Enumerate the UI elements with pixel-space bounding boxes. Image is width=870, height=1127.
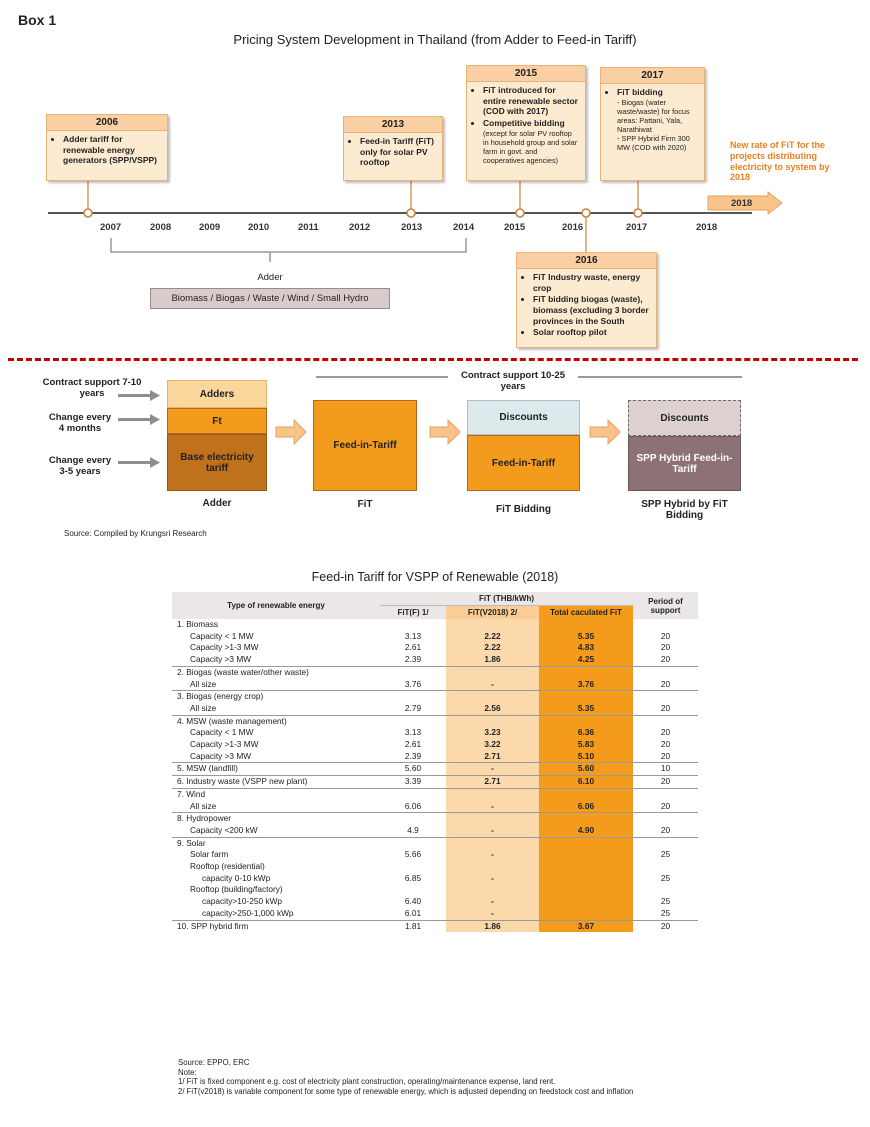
cell-fit-v: 3.22 bbox=[446, 739, 539, 751]
row-label: Capacity < 1 MW bbox=[172, 727, 380, 739]
cell-period bbox=[633, 861, 698, 873]
cell-period: 20 bbox=[660, 654, 671, 665]
cell-fit-v bbox=[446, 666, 539, 678]
discounts-block: Discounts bbox=[467, 400, 580, 435]
table-row bbox=[172, 776, 698, 789]
year-tick: 2017 bbox=[626, 222, 648, 233]
column-header-type: Type of renewable energy bbox=[172, 592, 380, 619]
cell-total bbox=[539, 896, 633, 908]
fit-bidding-block: Feed-in-Tariff bbox=[467, 435, 580, 491]
cell-total: 5.35 bbox=[539, 631, 633, 643]
year-tick: 2014 bbox=[453, 222, 475, 233]
cell-fit-v bbox=[446, 619, 539, 631]
cell-fit-f: 5.60 bbox=[380, 763, 446, 776]
cell-total bbox=[539, 849, 633, 861]
column-header-fit: FiT (THB/kWh) bbox=[380, 592, 633, 606]
cell-total bbox=[539, 873, 633, 885]
table-row bbox=[172, 666, 698, 678]
cell-fit-v: 1.86 bbox=[446, 920, 539, 932]
cell-fit-f bbox=[380, 861, 446, 873]
change-3-5-years-label: Change every 3-5 years bbox=[48, 455, 112, 478]
year-tick: 2015 bbox=[504, 222, 526, 233]
cell-period: 20 bbox=[660, 824, 671, 835]
row-label: 9. Solar bbox=[172, 837, 380, 849]
cell-total bbox=[539, 884, 633, 896]
cell-fit-v: - bbox=[446, 908, 539, 920]
cell-period bbox=[633, 788, 698, 800]
cell-fit-f: 3.39 bbox=[380, 776, 446, 789]
cell-period: 20 bbox=[660, 702, 671, 713]
cell-period bbox=[633, 691, 698, 703]
change-4-months-label: Change every 4 months bbox=[48, 412, 112, 435]
cell-fit-f bbox=[380, 837, 446, 849]
cell-period: 20 bbox=[660, 642, 671, 653]
row-label: Capacity >3 MW bbox=[172, 654, 380, 666]
marker-2006 bbox=[84, 209, 92, 217]
cell-period bbox=[633, 619, 698, 631]
row-label: Rooftop (building/factory) bbox=[172, 884, 380, 896]
table-row bbox=[172, 631, 698, 643]
cell-total: 5.60 bbox=[539, 763, 633, 776]
cell-period: 20 bbox=[660, 750, 671, 761]
cell-period: 25 bbox=[660, 896, 671, 907]
cell-fit-f bbox=[380, 666, 446, 678]
cell-fit-f: 2.79 bbox=[404, 702, 422, 713]
cell-fit-v: 2.71 bbox=[446, 776, 539, 789]
cell-fit-v: - bbox=[446, 849, 539, 861]
cell-fit-v: - bbox=[446, 825, 539, 837]
year-tick: 2013 bbox=[401, 222, 423, 233]
column-header-period: Period of support bbox=[633, 592, 698, 619]
cell-total: 4.25 bbox=[539, 654, 633, 666]
event-year: 2016 bbox=[517, 253, 656, 269]
row-label: 4. MSW (waste management) bbox=[172, 715, 380, 727]
cell-fit-v bbox=[446, 715, 539, 727]
cell-fit-v bbox=[446, 691, 539, 703]
year-tick: 2009 bbox=[199, 222, 221, 233]
cell-fit-f: 2.39 bbox=[404, 750, 422, 761]
event-subitem: - SPP Hybrid Firm 300 MW (COD with 2020) bbox=[617, 134, 690, 153]
event-item: • Adder tariff for renewable energy generators (SPP/VSPP) bbox=[63, 134, 161, 166]
table-row bbox=[172, 884, 698, 896]
row-label: 7. Wind bbox=[172, 788, 380, 800]
year-tick: 2010 bbox=[248, 222, 270, 233]
event-subitem: - Biogas (water waste/waste) for focus areas: Pattani, Yala, Narathiwat bbox=[617, 97, 690, 134]
table-row bbox=[172, 739, 698, 751]
section-divider bbox=[8, 358, 858, 361]
row-label: All size bbox=[172, 679, 380, 691]
spp-hybrid-caption: SPP Hybrid by FiT Bidding bbox=[641, 499, 728, 521]
row-label: 2. Biogas (waste water/other waste) bbox=[172, 666, 380, 678]
table-row bbox=[172, 619, 698, 631]
cell-fit-f: 6.40 bbox=[404, 896, 422, 907]
marker-2016 bbox=[582, 209, 590, 217]
table-row bbox=[172, 715, 698, 727]
cell-period: 10 bbox=[633, 763, 698, 776]
year-tick: 2007 bbox=[100, 222, 122, 233]
row-label: Capacity < 1 MW bbox=[172, 631, 380, 643]
cell-total: 6.10 bbox=[539, 776, 633, 789]
marker-2017 bbox=[634, 209, 642, 217]
cell-fit-f: 3.13 bbox=[404, 727, 422, 738]
table-row bbox=[172, 703, 698, 715]
cell-fit-f: 4.9 bbox=[407, 824, 419, 835]
cell-fit-v: - bbox=[446, 801, 539, 813]
cell-fit-f bbox=[380, 788, 446, 800]
cell-period: 25 bbox=[660, 872, 671, 883]
contract-support-label: Contract support 7-10 years bbox=[42, 377, 142, 400]
cell-total bbox=[539, 666, 633, 678]
cell-total bbox=[539, 908, 633, 920]
cell-fit-v bbox=[446, 813, 539, 825]
column-header-fit-f: FiT(F) 1/ bbox=[380, 606, 446, 620]
table-row bbox=[172, 873, 698, 885]
cell-period: 25 bbox=[660, 907, 671, 918]
cell-total: 4.83 bbox=[539, 642, 633, 654]
cell-period: 20 bbox=[633, 920, 698, 932]
year-tick: 2011 bbox=[298, 222, 319, 233]
cell-period: 20 bbox=[633, 776, 698, 789]
row-label: 1. Biomass bbox=[172, 619, 380, 631]
cell-fit-v bbox=[446, 788, 539, 800]
cell-fit-f bbox=[380, 884, 446, 896]
row-label: Capacity >1-3 MW bbox=[172, 739, 380, 751]
event-2013 bbox=[343, 116, 443, 181]
fit-block: Feed-in-Tariff bbox=[313, 400, 417, 491]
event-item: • FiT introduced for entire renewable sector (COD with 2017) bbox=[483, 85, 579, 117]
arrow-year-label: 2018 bbox=[731, 198, 753, 209]
event-item: • FiT Industry waste, energy crop bbox=[533, 272, 650, 293]
cell-fit-v: - bbox=[446, 873, 539, 885]
table-row bbox=[172, 896, 698, 908]
event-year: 2015 bbox=[467, 66, 585, 82]
base-tariff-block: Base electricity tariff bbox=[167, 434, 267, 491]
cell-period: 20 bbox=[660, 739, 671, 750]
event-item: • Solar rooftop pilot bbox=[533, 327, 650, 338]
cell-fit-f: 1.81 bbox=[380, 920, 446, 932]
cell-total bbox=[539, 619, 633, 631]
cell-period: 20 bbox=[660, 800, 671, 811]
cell-fit-v: 2.56 bbox=[446, 703, 539, 715]
table-row bbox=[172, 861, 698, 873]
row-label: Capacity <200 kW bbox=[172, 825, 380, 837]
cell-total bbox=[539, 813, 633, 825]
row-label: All size bbox=[172, 801, 380, 813]
column-header-total: Total caculated FiT bbox=[539, 606, 633, 620]
cell-total: 5.10 bbox=[539, 751, 633, 763]
cell-fit-f bbox=[380, 813, 446, 825]
row-label: 6. Industry waste (VSPP new plant) bbox=[172, 776, 380, 789]
cell-period bbox=[633, 813, 698, 825]
cell-period: 25 bbox=[660, 849, 671, 860]
cell-total: 4.90 bbox=[539, 825, 633, 837]
year-tick: 2012 bbox=[349, 222, 371, 233]
row-label: Capacity >1-3 MW bbox=[172, 642, 380, 654]
cell-period: 20 bbox=[660, 630, 671, 641]
note-label: Note: bbox=[178, 1067, 197, 1077]
cell-fit-f: 2.61 bbox=[404, 642, 422, 653]
cell-period bbox=[633, 715, 698, 727]
row-label: Capacity >3 MW bbox=[172, 751, 380, 763]
event-2017 bbox=[600, 67, 705, 181]
cell-fit-v bbox=[446, 861, 539, 873]
row-label: 8. Hydropower bbox=[172, 813, 380, 825]
table-row bbox=[172, 908, 698, 920]
adder-types-box: Biomass / Biogas / Waste / Wind / Small Hydro bbox=[150, 288, 390, 309]
box-label: Box 1 bbox=[18, 12, 57, 28]
cell-total: 5.83 bbox=[539, 739, 633, 751]
cell-fit-f: 2.39 bbox=[404, 654, 422, 665]
contract-support-10-25: Contract support 10-25 years bbox=[448, 370, 578, 392]
cell-fit-f: 2.61 bbox=[404, 739, 422, 750]
row-label: capacity 0-10 kWp bbox=[172, 873, 380, 885]
row-label: Rooftop (residential) bbox=[172, 861, 380, 873]
cell-total: 3.67 bbox=[539, 920, 633, 932]
row-label: 10. SPP hybrid firm bbox=[172, 920, 380, 932]
table-row bbox=[172, 920, 698, 932]
cell-fit-v: - bbox=[446, 896, 539, 908]
ft-block: Ft bbox=[167, 408, 267, 434]
cell-fit-f: 5.66 bbox=[404, 849, 422, 860]
event-year: 2006 bbox=[47, 115, 167, 131]
event-subitem: (except for solar PV rooftop in household group and solar farm in govt. and cooperatives agencies) bbox=[483, 128, 578, 165]
event-item: FiT bidding bbox=[617, 87, 663, 97]
cell-period bbox=[633, 884, 698, 896]
fit-bidding-caption: FiT Bidding bbox=[496, 504, 551, 515]
year-tick: 2016 bbox=[562, 222, 584, 233]
cell-period: 20 bbox=[660, 727, 671, 738]
diagram-source: Source: Compiled by Krungsri Research bbox=[64, 529, 207, 538]
discounts-block: Discounts bbox=[628, 400, 741, 436]
table-row bbox=[172, 763, 698, 776]
note-1: 1/ FiT is fixed component e.g. cost of electricity plant construction, operating/maintenance expense, land rent. bbox=[178, 1077, 556, 1087]
cell-fit-f: 6.06 bbox=[404, 800, 422, 811]
adder-period-label: Adder bbox=[257, 272, 283, 283]
spp-hybrid-block: SPP Hybrid Feed-in-Tariff bbox=[628, 436, 741, 491]
row-label: All size bbox=[172, 703, 380, 715]
cell-total bbox=[539, 715, 633, 727]
adder-bracket bbox=[111, 238, 466, 252]
cell-period bbox=[633, 666, 698, 678]
fit-caption: FiT bbox=[357, 499, 373, 510]
table-row bbox=[172, 788, 698, 800]
table-row bbox=[172, 679, 698, 691]
event-item: Competitive bidding bbox=[483, 117, 565, 128]
row-label: Solar farm bbox=[172, 849, 380, 861]
event-2006 bbox=[46, 114, 168, 181]
marker-2013 bbox=[407, 209, 415, 217]
cell-total bbox=[539, 788, 633, 800]
table-row bbox=[172, 727, 698, 739]
event-year: 2017 bbox=[601, 68, 704, 84]
cell-fit-v: 1.86 bbox=[446, 654, 539, 666]
cell-total: 6.36 bbox=[539, 727, 633, 739]
table-source: Source: EPPO, ERC bbox=[178, 1058, 250, 1067]
cell-total: 6.06 bbox=[539, 801, 633, 813]
table-row bbox=[172, 642, 698, 654]
adders-block: Adders bbox=[167, 380, 267, 408]
cell-total bbox=[539, 691, 633, 703]
table-row bbox=[172, 849, 698, 861]
table-row bbox=[172, 691, 698, 703]
cell-fit-v: - bbox=[446, 679, 539, 691]
cell-fit-v: 3.23 bbox=[446, 727, 539, 739]
cell-fit-f bbox=[380, 715, 446, 727]
cell-total: 5.35 bbox=[539, 703, 633, 715]
event-item: • Feed-in Tariff (FiT) only for solar PV rooftop bbox=[360, 136, 436, 168]
note-2: 2/ FiT(v2018) is variable component for some type of renewable energy, which is adjusted depending on feedstock cost and inflation bbox=[178, 1087, 634, 1097]
cell-fit-v: - bbox=[446, 763, 539, 776]
cell-total bbox=[539, 861, 633, 873]
event-item: • FiT bidding biogas (waste), biomass (excluding 3 border provinces in the South bbox=[533, 294, 650, 326]
cell-fit-v: 2.22 bbox=[446, 631, 539, 643]
cell-fit-f bbox=[380, 691, 446, 703]
cell-fit-f bbox=[380, 619, 446, 631]
row-label: capacity>10-250 kWp bbox=[172, 896, 380, 908]
new-fit-note: New rate of FiT for the projects distributing electricity to system by 2018 bbox=[730, 140, 830, 183]
cell-period bbox=[633, 837, 698, 849]
table-row bbox=[172, 751, 698, 763]
column-header-fit-v: FiT(V2018) 2/ bbox=[446, 606, 539, 620]
table-row bbox=[172, 837, 698, 849]
year-tick: 2008 bbox=[150, 222, 172, 233]
cell-fit-f: 6.85 bbox=[404, 872, 422, 883]
marker-2015 bbox=[516, 209, 524, 217]
cell-fit-f: 3.13 bbox=[404, 630, 422, 641]
event-year: 2013 bbox=[344, 117, 442, 133]
cell-fit-f: 3.76 bbox=[404, 678, 422, 689]
row-label: capacity>250-1,000 kWp bbox=[172, 908, 380, 920]
cell-fit-v: 2.71 bbox=[446, 751, 539, 763]
cell-total: 3.76 bbox=[539, 679, 633, 691]
cell-fit-v: 2.22 bbox=[446, 642, 539, 654]
table-title: Feed-in Tariff for VSPP of Renewable (2018) bbox=[311, 570, 559, 584]
table-row bbox=[172, 813, 698, 825]
year-tick: 2018 bbox=[696, 222, 718, 233]
table-row bbox=[172, 801, 698, 813]
adder-caption: Adder bbox=[202, 498, 232, 509]
cell-period: 20 bbox=[660, 678, 671, 689]
row-label: 3. Biogas (energy crop) bbox=[172, 691, 380, 703]
cell-fit-f: 6.01 bbox=[404, 907, 422, 918]
table-notes bbox=[178, 1058, 633, 1097]
event-2015 bbox=[466, 65, 586, 181]
table-row bbox=[172, 825, 698, 837]
fit-table bbox=[172, 592, 698, 932]
cell-total bbox=[539, 837, 633, 849]
event-2016 bbox=[516, 252, 657, 348]
cell-fit-v bbox=[446, 837, 539, 849]
cell-fit-v bbox=[446, 884, 539, 896]
row-label: 5. MSW (landfill) bbox=[172, 763, 380, 776]
table-row bbox=[172, 654, 698, 666]
page-title: Pricing System Development in Thailand (from Adder to Feed-in Tariff) bbox=[233, 32, 637, 47]
